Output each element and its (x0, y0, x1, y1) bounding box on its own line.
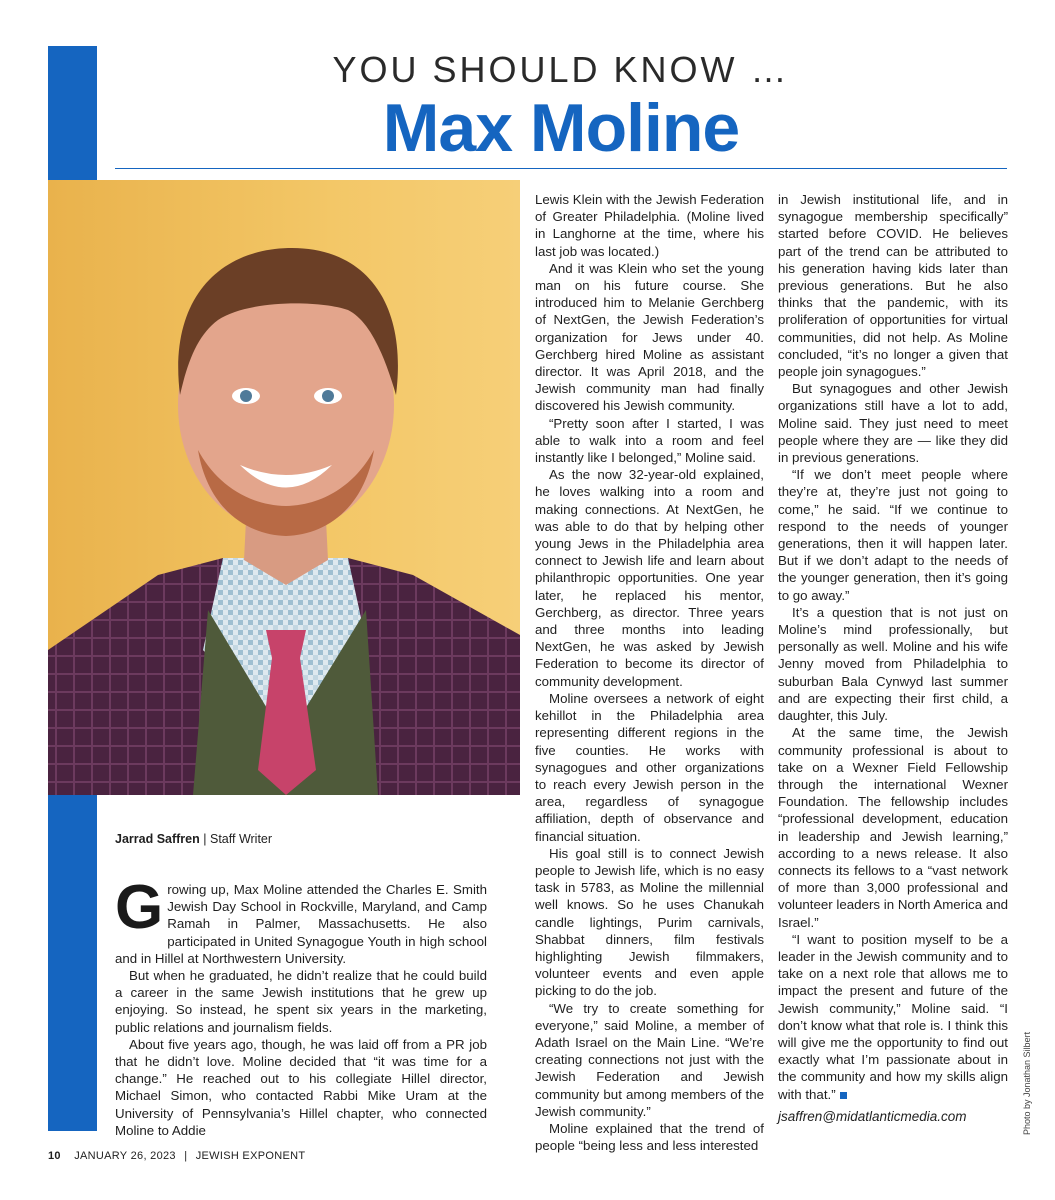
byline-separator: | (203, 832, 210, 846)
page-footer (48, 1150, 305, 1162)
page-title: Max Moline (382, 90, 740, 166)
paragraph: in Jewish institutional life, and in synagogue membership specifically” started before COVID. He believes part of the trend can be attributed to his generation having kids later than previous generations. But he also thinks that the pandemic, with its proliferation of opportunities for virtual communities, did not help. As Moline concluded, “it’s no longer a given that people join synagogues.” (778, 192, 1008, 380)
section-kicker: YOU SHOULD KNOW … (332, 49, 790, 90)
author-name: Jarrad Saffren (115, 832, 200, 846)
publication-name: JEWISH EXPONENT (195, 1150, 306, 1162)
paragraph: It’s a question that is not just on Moline’s mind professionally, but personally as well. Moline and his wife Jenny moved from Philadelphia to suburban Bala Cynwyd last summer and are expecting their first child, a daughter, this July. (778, 604, 1008, 724)
paragraph: And it was Klein who set the young man on his future course. She introduced him to Melanie Gerchberg of NextGen, the Jewish Federation’s organization for Jews under 40. Gerchberg hired Moline as assistant director. It was April 2018, and the Jewish community man had finally discovered his Jewish community. (535, 260, 764, 414)
photo-credit: Photo by Jonathan Silbert (1022, 1031, 1032, 1135)
paragraph: At the same time, the Jewish community professional is about to take on a Wexner Field Fellowship through the international Wexner Foundation. The fellowship includes “professional development, education in leadership and Jewish learning,” according to a news release. It also connects its fellows to a “vast network of more than 3,000 professional and volunteer leaders in North America and Israel.” (778, 725, 1008, 930)
author-role: Staff Writer (209, 832, 273, 846)
paragraph: About five years ago, though, he was laid off from a PR job that he didn’t love. Moline decided that “it was time for a change.” He reached out to his collegiate Hillel director, Michael Simon, who contacted Rabbi Mike Uram at the University of Pennsylvania’s Hillel chapter, who connected Moline to Addie (115, 1036, 487, 1138)
portrait-illustration (48, 180, 520, 795)
paragraph: Moline explained that the trend of people “being less and less interested (535, 1120, 764, 1154)
accent-bar-bottom (48, 795, 97, 1131)
article-column-1 (115, 873, 487, 1139)
title-divider (115, 168, 1007, 169)
byline (115, 832, 272, 846)
paragraph: Lewis Klein with the Jewish Federation of Greater Philadelphia. (Moline lived in Langhorne at the time, where his last job was located.) (535, 192, 764, 259)
article-column-2 (535, 191, 764, 1154)
portrait-photo (48, 180, 520, 795)
paragraph: “We try to create something for everyone,” said Moline, a member of Adath Israel on the Main Line. “We’re creating connections not just with the Jewish Federation and Jewish community but among members of the Jewish community.” (535, 1000, 764, 1119)
paragraph: “If we don’t meet people where they’re at, they’re just not going to come,” he said. “If we continue to respond to the needs of younger generations, then it will happen later. But if we don’t adapt to the needs of the younger generation, then it’s going to go away.” (778, 467, 1008, 603)
paragraph: As the now 32-year-old explained, he loves walking into a room and making connections. At NextGen, he was able to do that by helping other young Jews in the Philadelphia area connect to Jewish life and learn about philanthropic opportunities. One year later, he replaced his mentor, Gerchberg, as director. Three years and three months into leading NextGen, he was asked by Jewish Federation to become its director of community development. (535, 467, 764, 689)
issue-date: JANUARY 26, 2023 (74, 1150, 176, 1162)
accent-bar-top (48, 46, 97, 180)
end-mark-icon (840, 1092, 847, 1099)
footer-separator: | (184, 1150, 188, 1162)
article-column-3 (778, 191, 1008, 1103)
paragraph: “I want to position myself to be a leader in the Jewish community and to take on a next role that allows me to impact the present and future of the Jewish community,” Moline said. “I don’t know what that role is. I think this will give me the opportunity to find out exactly what I’m passionate about in the community and how my skills align with that.” (778, 931, 1008, 1102)
paragraph: But synagogues and other Jewish organizations still have a lot to add, Moline said. They just need to meet people where they are — like they did in previous generations. (778, 381, 1008, 466)
paragraph: Growing up, Max Moline attended the Charles E. Smith Jewish Day School in Rockville, Maryland, and Camp Ramah in Palmer, Massachusetts. He also participated in United Synagogue Youth in high school and in Hillel at Northwestern University. (115, 873, 487, 966)
page-number: 10 (48, 1150, 61, 1162)
paragraph: But when he graduated, he didn’t realize that he could build a career in the same Jewish institutions that he grew up enjoying. So instead, he spent six years in the marketing, public relations and journalism fields. (115, 968, 487, 1035)
paragraph: His goal still is to connect Jewish people to Jewish life, which is no easy task in 5783, as Moline the millennial well knows. So he uses Chanukah candle lightings, Purim carnivals, Shabbat dinners, film festivals highlighting Jewish filmmakers, volunteer events and even apple picking to do the job. (535, 845, 764, 999)
author-email-link[interactable]: jsaffren@midatlanticmedia.com (778, 1109, 967, 1124)
paragraph: “Pretty soon after I started, I was able to walk into a room and feel instantly like I belonged,” Moline said. (535, 415, 764, 466)
drop-cap: G (115, 873, 164, 942)
paragraph: Moline oversees a network of eight kehillot in the Philadelphia area representing different regions in the five counties. He works with synagogues and other organizations to reach every Jewish person in the area, regardless of synagogue affiliation, depth of observance and financial situation. (535, 690, 764, 844)
